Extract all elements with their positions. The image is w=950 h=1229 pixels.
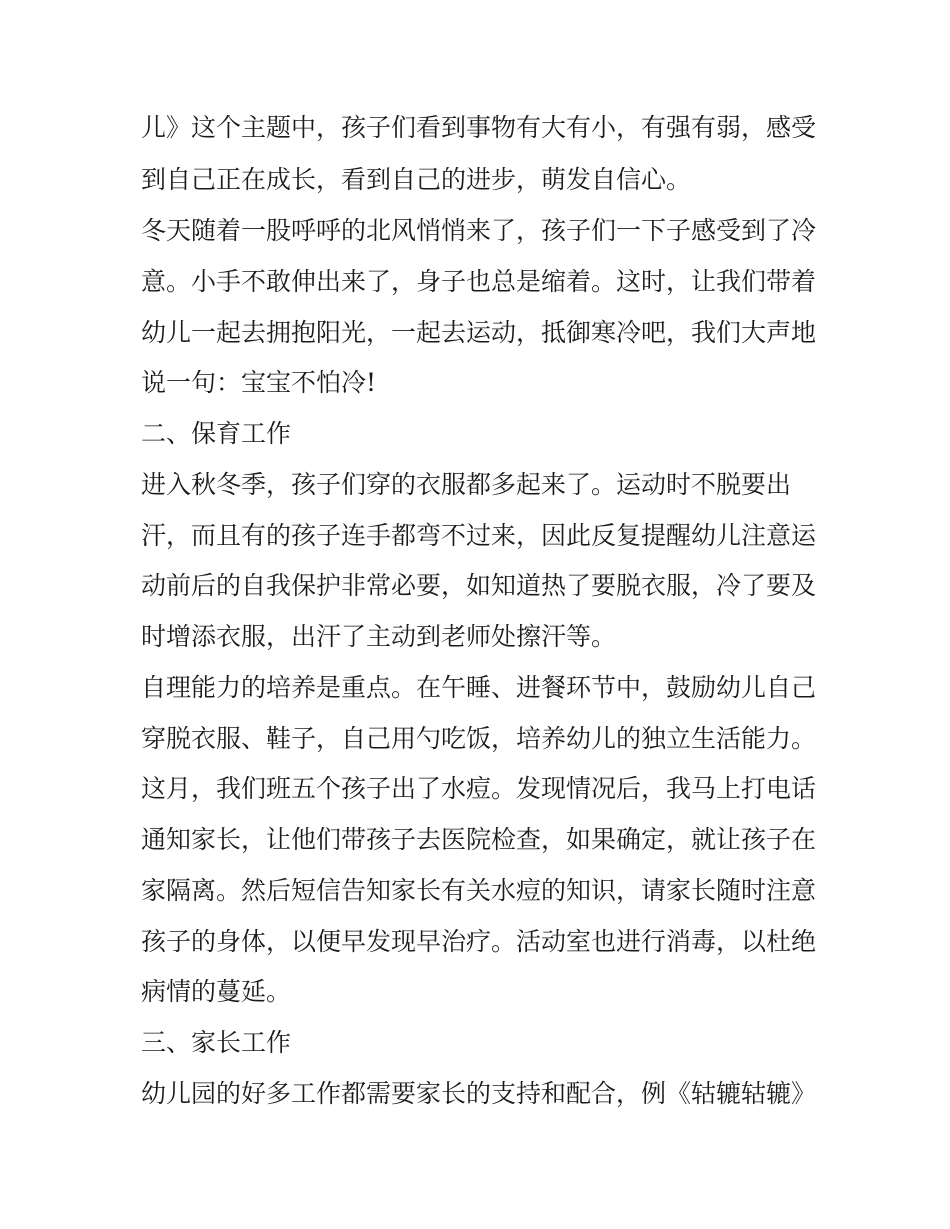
text-line: 儿》这个主题中，孩子们看到事物有大有小，有强有弱，感受 xyxy=(141,113,817,142)
section-heading: 三、家长工作 xyxy=(141,1028,292,1057)
text-line: 穿脱衣服、鞋子，自己用勺吃饭，培养幼儿的独立生活能力。 xyxy=(141,724,817,753)
text-line: 幼儿园的好多工作都需要家长的支持和配合，例《轱辘轱辘》 xyxy=(141,1079,817,1108)
text-line: 自理能力的培养是重点。在午睡、进餐环节中，鼓励幼儿自己 xyxy=(141,673,817,702)
section-heading: 二、保育工作 xyxy=(141,419,292,448)
text-line: 到自己正在成长，看到自己的进步，萌发自信心。 xyxy=(141,165,692,194)
text-line: 说一句：宝宝不怕冷! xyxy=(141,368,377,397)
text-line: 病情的蔓延。 xyxy=(141,977,292,1006)
text-line: 这月，我们班五个孩子出了水痘。发现情况后，我马上打电话 xyxy=(141,774,817,803)
text-line: 家隔离。然后短信告知家长有关水痘的知识，请家长随时注意 xyxy=(141,876,817,905)
text-line: 通知家长，让他们带孩子去医院检查，如果确定，就让孩子在 xyxy=(141,825,817,854)
text-line: 汗，而且有的孩子连手都弯不过来，因此反复提醒幼儿注意运 xyxy=(141,521,817,550)
text-line: 时增添衣服，出汗了主动到老师处擦汗等。 xyxy=(141,622,617,651)
text-line: 动前后的自我保护非常必要，如知道热了要脱衣服，冷了要及 xyxy=(141,571,817,600)
text-line: 冬天随着一股呼呼的北风悄悄来了，孩子们一下子感受到了冷 xyxy=(141,216,817,245)
text-line: 意。小手不敢伸出来了，身子也总是缩着。这时，让我们带着 xyxy=(141,267,817,296)
text-line: 幼儿一起去拥抱阳光，一起去运动，抵御寒冷吧，我们大声地 xyxy=(141,318,817,347)
text-line: 进入秋冬季，孩子们穿的衣服都多起来了。运动时不脱要出 xyxy=(141,470,792,499)
text-line: 孩子的身体，以便早发现早治疗。活动室也进行消毒，以杜绝 xyxy=(141,927,817,956)
